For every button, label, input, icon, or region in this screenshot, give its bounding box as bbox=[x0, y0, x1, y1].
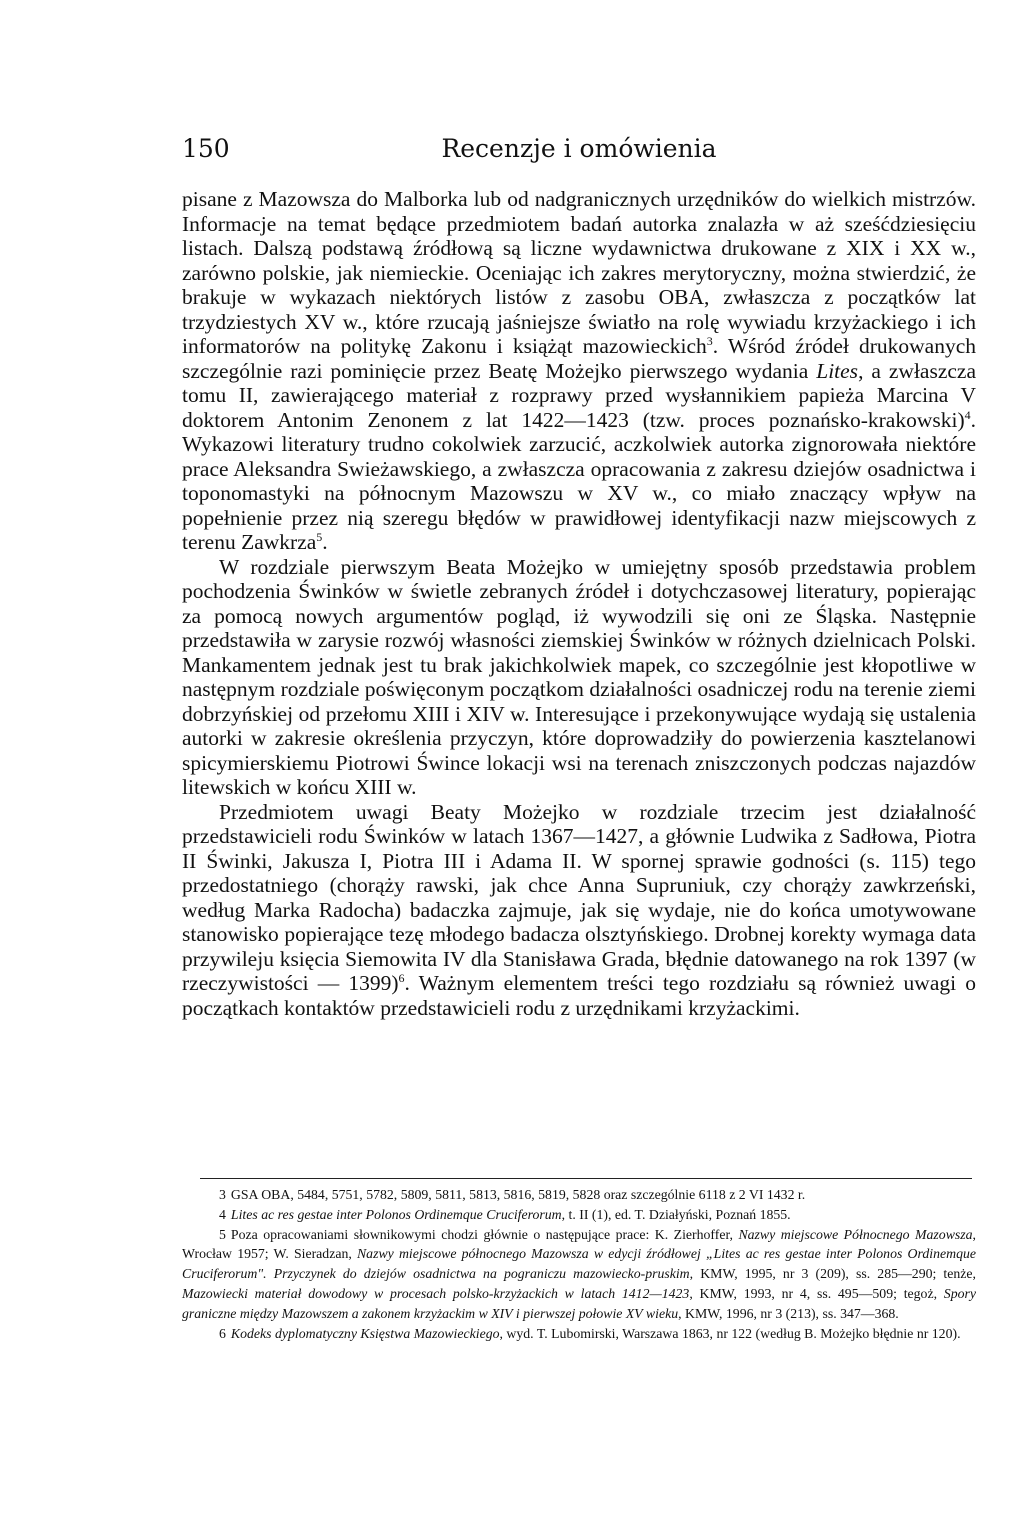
text-run: , a zwłaszcza tomu II, zawierającego materiał z rozprawy przed wysłannikiem papieża Marcina V doktorem Antonim Zenonem z lat 1422—1423 (tzw. proces poznańsko-krakowski) bbox=[182, 358, 976, 432]
text-run: Przedmiotem uwagi Beaty Możejko w rozdziale trzecim jest działalność przedstawicieli rodu Świnków w latach 1367—1427, a głównie Ludwika z Sadłowa, Piotra II Świnki, Jakusza I, Piotra III i Adama II. W spornej sprawie godności (s. 115) tego przedostatniego (chorąży rawski, jak chce Anna Supruniuk, czy chorąży zawkrzeński, według Marka Radocha) badaczka zajmuje, jak się wydaje, nie do końca umotywowane stanowisko popierające tezę młodego badacza olsztyńskiego. Drobnej korekty wymaga data przywileju księcia Siemowita IV dla Stanisława Grada, błędnie datowanego na rok 1397 (w rzeczywistości — 1399) bbox=[182, 799, 976, 995]
footnote-6 bbox=[182, 1324, 976, 1344]
footnote-ref-4[interactable]: 4 bbox=[964, 407, 971, 422]
paragraph-1 bbox=[182, 187, 976, 555]
page-header bbox=[182, 134, 976, 174]
footnote-italic-title: Lites ac res gestae inter Polonos Ordinemque Cruciferorum bbox=[230, 1206, 562, 1222]
italic-title: Lites bbox=[816, 358, 859, 383]
footnote-italic-title: Nazwy miejscowe Północnego Mazowsza bbox=[738, 1226, 973, 1242]
footnote-number: 3 bbox=[219, 1187, 226, 1202]
footnote-number: 4 bbox=[219, 1206, 226, 1222]
text-run: . Ważnym elementem treści tego rozdziału są również uwagi o początkach kontaktów przedstawicieli rodu z urzędnikami krzyżackimi. bbox=[182, 971, 976, 1020]
footnote-4 bbox=[182, 1205, 976, 1225]
text-run: . Wykazowi literatury trudno cokolwiek zarzucić, aczkolwiek autorka zignorowała niektóre prace Aleksandra Swieżawskiego, a zwłaszcza opracowania z zakresu dziejów osadnictwa i toponomastyki na północnym Mazowszu w XV w., co miało znaczący wpływ na popełnienie przez nią szeregu błędów w prawidłowej identyfikacji nazw miejscowych z terenu Zawkrza bbox=[182, 407, 976, 554]
paragraph-2: W rozdziale pierwszym Beata Możejko w umiejętny sposób przedstawia problem pochodzenia Świnków w świetle zebranych źródeł i dotychczasowej literatury, popierając za pomocą nowych argumentów pogląd, iż wywodzili się oni ze Śląska. Następnie przedstawiła w zarysie rozwój własności ziemskiej Świnków w różnych dzielnicach Polski. Mankamentem jednak jest tu brak jakichkolwiek mapek, co szczególnie jest kłopotliwe w następnym rozdziale poświęconym początkom działalności osadniczej rodu na terenie ziemi dobrzyńskiej od przełomu XIII i XIV w. Interesujące i przekonywujące wydają się ustalenia autorki w zakresie określenia przyczyn, które doprowadziły do powierzenia kasztelanowi spicymierskiemu Piotrowi Śwince lokacji wsi na terenach zniszczonych podczas najazdów litewskich w końcu XIII w. bbox=[182, 554, 976, 799]
footnote-ref-6[interactable]: 6 bbox=[398, 970, 405, 985]
main-text bbox=[182, 187, 976, 1020]
footnote-text: , KMW, 1995, nr 3 (209), ss. 285—290; tenże, bbox=[689, 1266, 976, 1282]
footnote-text: GSA OBA, 5484, 5751, 5782, 5809, 5811, 5813, 5816, 5819, 5828 oraz szczególnie 6118 z 2 VI 1432 r. bbox=[230, 1187, 806, 1202]
footnote-text: , t. II (1), ed. T. Działyński, Poznań 1855. bbox=[561, 1206, 791, 1222]
footnote-separator bbox=[200, 1178, 972, 1179]
footnote-text: , Wrocław 1957; W. Sieradzan, bbox=[182, 1226, 976, 1262]
footnote-text: Poza opracowaniami słownikowymi chodzi głównie o następujące prace: K. Zierhoffer, bbox=[230, 1226, 739, 1242]
text-run: . Wśród źródeł drukowanych szczególnie razi pominięcie przez Beatę Możejko pierwszego wydania bbox=[182, 334, 976, 383]
footnotes bbox=[182, 1185, 976, 1343]
footnote-number: 6 bbox=[219, 1325, 226, 1341]
footnote-3 bbox=[182, 1185, 976, 1205]
footnote-italic-title: Mazowiecki materiał dowodowy w procesach polsko-krzyżackich w latach 1412—1423 bbox=[182, 1285, 690, 1301]
footnote-text: , KMW, 1996, nr 3 (213), ss. 347—368. bbox=[678, 1305, 899, 1321]
text-run: pisane z Mazowsza do Malborka lub od nadgranicznych urzędników do wielkich mistrzów. Informacje na temat będące przedmiotem badań autorka znalazła w aż sześćdziesięciu listach. Dalszą podstawą źródłową są liczne wydawnictwa drukowane z XIX i XX w., zarówno polskie, jak niemieckie. Oceniając ich zakres merytoryczny, można stwierdzić, że brakuje w wykazach niektórych listów z zasobu OBA, zwłaszcza z początków lat trzydziestych XV w., które rzucają jaśniejsze światło na rolę wywiadu krzyżackiego i ich informatorów na politykę Zakonu i książąt mazowieckich bbox=[182, 187, 976, 358]
paragraph-3 bbox=[182, 800, 976, 1021]
page-number: 150 bbox=[182, 134, 230, 163]
footnote-italic-title: Kodeks dyplomatyczny Księstwa Mazowieckiego bbox=[230, 1325, 500, 1341]
footnote-ref-5[interactable]: 5 bbox=[316, 529, 323, 544]
footnote-text: , wyd. T. Lubomirski, Warszawa 1863, nr 122 (według B. Możejko błędnie nr 120). bbox=[499, 1325, 961, 1341]
footnote-text: , KMW, 1993, nr 4, ss. 495—509; tegoż, bbox=[689, 1285, 944, 1301]
footnote-5 bbox=[182, 1225, 976, 1324]
footnote-italic-title: Nazwy miejscowe północnego Mazowsza w edycji źródłowej „Lites ac res gestae inter Polonos Ordinemque Cruciferorum". Przyczynek do dziejów osadnictwa na pograniczu mazowiecko-pruskim bbox=[182, 1246, 976, 1282]
running-head: Recenzje i omówienia bbox=[441, 134, 717, 163]
footnote-ref-3[interactable]: 3 bbox=[706, 333, 713, 348]
footnote-italic-title: Spory graniczne między Mazowszem a zakonem krzyżackim w XIV i pierwszej połowie XV wieku bbox=[182, 1285, 976, 1321]
text-run: . bbox=[322, 530, 328, 554]
footnote-number: 5 bbox=[219, 1226, 226, 1242]
